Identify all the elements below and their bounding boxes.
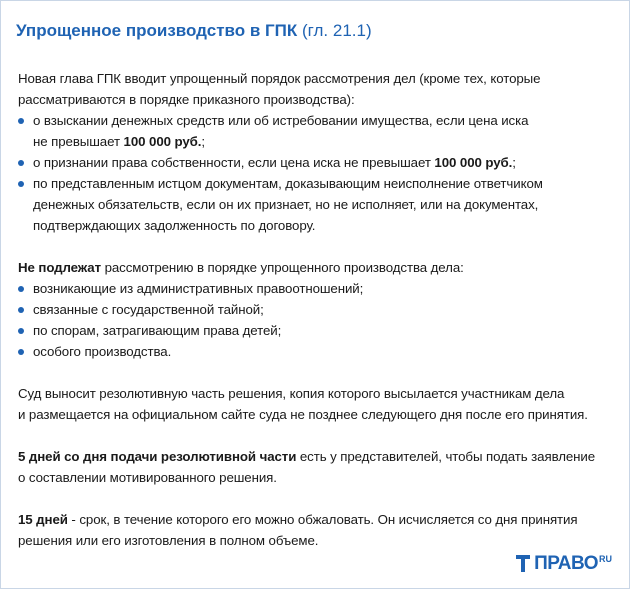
fifteen-days-paragraph: 15 дней - срок, в течение которого его можно обжаловать. Он исчисляется со дня принятия решения или его изготовления в полном объеме. <box>18 512 578 548</box>
list-item: по представленным истцом документам, доказывающим неисполнение ответчиком денежных обязательств, если он их признает, но не исполняет, или на документах, подтверждающих задолженность по договору. <box>18 173 618 236</box>
pravo-logo-icon <box>516 555 530 572</box>
list-item: по спорам, затрагивающим права детей; <box>18 320 618 341</box>
title-main: Упрощенное производство в ГПК <box>16 21 298 40</box>
applies-list <box>18 110 618 236</box>
list-item: особого производства. <box>18 341 618 362</box>
logo-suffix: RU <box>599 554 612 564</box>
logo-text: ПРАВО <box>534 553 598 574</box>
intro-line-1: Новая глава ГПК вводит упрощенный порядок рассмотрения дел (кроме тех, которые <box>18 71 541 86</box>
intro-line-2: рассматриваются в порядке приказного производства): <box>18 92 355 107</box>
decision-paragraph: Суд выносит резолютивную часть решения, копия которого высылается участникам дела и размещается на официальном сайте суда не позднее следующего дня после его принятия. <box>18 386 588 422</box>
five-days-paragraph: 5 дней со дня подачи резолютивной части есть у представителей, чтобы подать заявление о составлении мотивированного решения. <box>18 449 596 485</box>
list-item: о взыскании денежных средств или об истребовании имущества, если цена иска не превышает 100 000 руб.; <box>18 110 618 152</box>
list-item: связанные с государственной тайной; <box>18 299 618 320</box>
title-ref: (гл. 21.1) <box>302 21 372 40</box>
excluded-heading: Не подлежат рассмотрению в порядке упрощенного производства дела: <box>18 260 464 275</box>
intro-paragraph <box>18 68 618 110</box>
excluded-list <box>18 278 618 362</box>
pravo-logo <box>516 554 612 573</box>
content <box>18 68 618 551</box>
list-item: возникающие из административных правоотношений; <box>18 278 618 299</box>
page-title <box>16 21 372 41</box>
list-item: о признании права собственности, если цена иска не превышает 100 000 руб.; <box>18 152 618 173</box>
